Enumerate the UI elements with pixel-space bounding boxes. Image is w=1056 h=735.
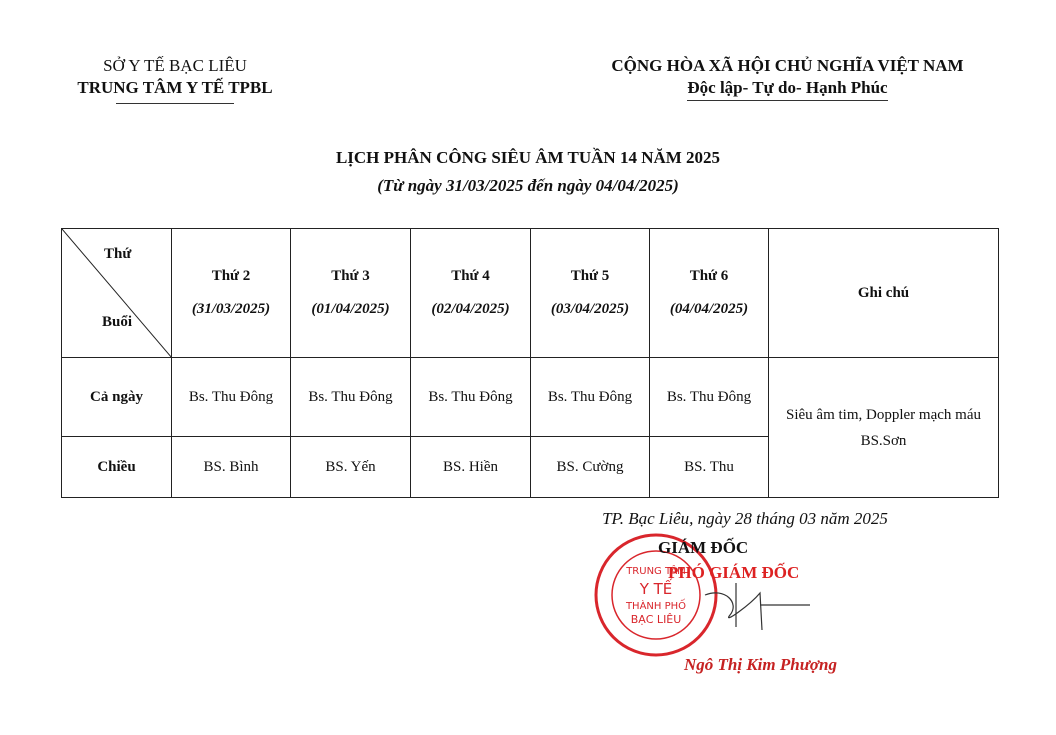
corner-day-label: Thứ	[104, 246, 132, 262]
day-date: (04/04/2025)	[669, 301, 749, 317]
corner-session-label: Buổi	[102, 314, 133, 330]
stamp-text: Y TẾ	[639, 580, 673, 598]
place-date: TP. Bạc Liêu, ngày 28 tháng 03 năm 2025	[602, 509, 888, 528]
day-date: (03/04/2025)	[550, 301, 630, 317]
schedule-cell: Bs. Thu Đông	[650, 358, 769, 437]
vice-director-title: PHÓ GIÁM ĐỐC	[668, 563, 800, 582]
day-name: Thứ 3	[331, 268, 370, 284]
note-line-1: Siêu âm tim, Doppler mạch máu	[786, 406, 981, 423]
table-header-row	[62, 229, 999, 358]
org-department: SỞ Y TẾ BẠC LIÊU	[103, 56, 247, 75]
note-header: Ghi chú	[769, 229, 999, 358]
stamp-text: TRUNG TÂM	[626, 566, 686, 577]
schedule-table	[61, 228, 999, 498]
day-header	[172, 229, 291, 358]
note-cell	[769, 358, 999, 498]
schedule-cell: BS. Cường	[531, 437, 650, 498]
nation-name: CỘNG HÒA XÃ HỘI CHỦ NGHĨA VIỆT NAM	[611, 56, 964, 75]
session-label: Chiều	[62, 437, 172, 498]
note-line-2: BS.Sơn	[860, 432, 907, 449]
day-date: (31/03/2025)	[191, 301, 271, 317]
signature-icon	[700, 575, 840, 645]
stamp-text: BẠC LIÊU	[630, 613, 682, 626]
session-label: Cả ngày	[62, 358, 172, 437]
day-header	[411, 229, 531, 358]
document-title: LỊCH PHÂN CÔNG SIÊU ÂM TUẦN 14 NĂM 2025	[335, 148, 721, 167]
org-header	[40, 55, 310, 104]
document-subtitle: (Từ ngày 31/03/2025 đến ngày 04/04/2025)	[377, 176, 679, 195]
day-date: (01/04/2025)	[311, 301, 390, 317]
day-name: Thứ 6	[689, 268, 729, 284]
schedule-cell: BS. Bình	[172, 437, 291, 498]
nation-motto: Độc lập- Tự do- Hạnh Phúc	[687, 77, 887, 101]
day-name: Thứ 4	[451, 268, 490, 284]
schedule-cell: Bs. Thu Đông	[291, 358, 411, 437]
schedule-cell: Bs. Thu Đông	[531, 358, 650, 437]
schedule-cell: BS. Thu	[650, 437, 769, 498]
org-center: TRUNG TÂM Y TẾ TPBL	[77, 78, 273, 97]
schedule-cell: BS. Hiền	[411, 437, 531, 498]
schedule-cell: Bs. Thu Đông	[172, 358, 291, 437]
org-underline	[116, 103, 234, 104]
nation-header	[560, 55, 1015, 101]
signer-name: Ngô Thị Kim Phượng	[684, 655, 837, 674]
day-header	[650, 229, 769, 358]
day-header	[291, 229, 411, 358]
table-row	[62, 358, 999, 437]
schedule-cell: BS. Yến	[291, 437, 411, 498]
schedule-cell: Bs. Thu Đông	[411, 358, 531, 437]
corner-cell	[62, 229, 172, 358]
day-date: (02/04/2025)	[431, 301, 510, 317]
director-title: GIÁM ĐỐC	[658, 538, 749, 557]
stamp-text: THÀNH PHỐ	[625, 601, 687, 612]
day-header	[531, 229, 650, 358]
day-name: Thứ 2	[211, 268, 251, 284]
day-name: Thứ 5	[570, 268, 610, 284]
